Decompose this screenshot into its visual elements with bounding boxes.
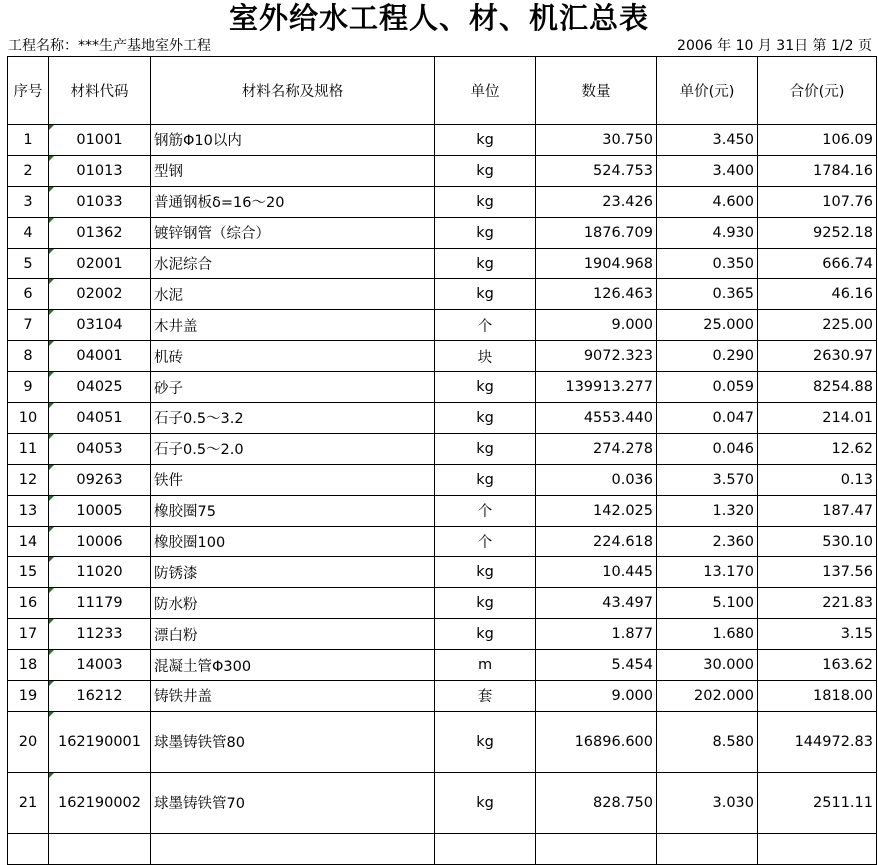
cell-seq: 19	[8, 681, 49, 712]
cell-name: 石子0.5～2.0	[151, 433, 435, 464]
cell-qty: 274.278	[536, 433, 657, 464]
cell-price: 0.350	[657, 248, 758, 279]
cell-code: 14003	[49, 650, 151, 681]
table-row	[8, 341, 877, 372]
table-row	[8, 619, 877, 650]
cell-name: 防锈漆	[151, 557, 435, 588]
cell-code: 04025	[49, 372, 151, 403]
cell-name: 镀锌钢管（综合）	[151, 217, 435, 248]
cell-name: 铁件	[151, 464, 435, 495]
cell-seq: 3	[8, 186, 49, 217]
cell-unit: kg	[435, 155, 536, 186]
cell-code: 11233	[49, 619, 151, 650]
materials-table	[7, 56, 877, 865]
cell-price: 1.320	[657, 495, 758, 526]
cell-seq: 10	[8, 403, 49, 434]
table-row	[8, 186, 877, 217]
cell-seq: 15	[8, 557, 49, 588]
cell-seq: 13	[8, 495, 49, 526]
cell-price: 2.360	[657, 526, 758, 557]
cell-code: 01013	[49, 155, 151, 186]
cell-name: 水泥	[151, 279, 435, 310]
cell-total: 0.13	[758, 464, 877, 495]
cell-total: 225.00	[758, 310, 877, 341]
cell-total: 107.76	[758, 186, 877, 217]
cell-total: 163.62	[758, 650, 877, 681]
table-row	[8, 526, 877, 557]
cell-price: 4.930	[657, 217, 758, 248]
cell-price: 0.365	[657, 279, 758, 310]
header-row	[8, 57, 877, 125]
header-seq: 序号	[8, 57, 49, 125]
cell-price: 3.030	[657, 772, 758, 833]
cell-price: 4.600	[657, 186, 758, 217]
table-row	[8, 557, 877, 588]
header-unit: 单位	[435, 57, 536, 125]
cell-qty: 9.000	[536, 681, 657, 712]
date-page: 2006 年 10 月 31日 第 1/2 页	[677, 38, 872, 54]
cell-qty: 126.463	[536, 279, 657, 310]
cell-name: 石子0.5～3.2	[151, 403, 435, 434]
cell-unit: 块	[435, 341, 536, 372]
cell-qty: 10.445	[536, 557, 657, 588]
cell-unit: kg	[435, 557, 536, 588]
cell-name: 球墨铸铁管70	[151, 772, 435, 833]
cell-empty	[657, 833, 758, 864]
cell-qty: 30.750	[536, 125, 657, 156]
cell-total: 3.15	[758, 619, 877, 650]
cell-name: 砂子	[151, 372, 435, 403]
cell-qty: 43.497	[536, 588, 657, 619]
header-total: 合价(元)	[758, 57, 877, 125]
cell-total: 2511.11	[758, 772, 877, 833]
cell-seq: 4	[8, 217, 49, 248]
cell-code: 01001	[49, 125, 151, 156]
cell-code: 03104	[49, 310, 151, 341]
cell-qty: 5.454	[536, 650, 657, 681]
cell-empty	[49, 833, 151, 864]
cell-unit: kg	[435, 279, 536, 310]
cell-unit: kg	[435, 125, 536, 156]
cell-price: 1.680	[657, 619, 758, 650]
cell-price: 8.580	[657, 711, 758, 772]
cell-qty: 142.025	[536, 495, 657, 526]
cell-unit: m	[435, 650, 536, 681]
cell-seq: 5	[8, 248, 49, 279]
cell-qty: 1876.709	[536, 217, 657, 248]
table-row-partial	[8, 833, 877, 864]
cell-price: 5.100	[657, 588, 758, 619]
table-row	[8, 279, 877, 310]
table-row	[8, 217, 877, 248]
table-row	[8, 125, 877, 156]
table-row	[8, 588, 877, 619]
cell-name: 橡胶圈100	[151, 526, 435, 557]
sheet-meta	[0, 36, 878, 56]
cell-qty: 23.426	[536, 186, 657, 217]
cell-total: 144972.83	[758, 711, 877, 772]
cell-code: 02002	[49, 279, 151, 310]
cell-total: 8254.88	[758, 372, 877, 403]
table-row	[8, 772, 877, 833]
cell-total: 9252.18	[758, 217, 877, 248]
cell-code: 162190002	[49, 772, 151, 833]
cell-total: 1818.00	[758, 681, 877, 712]
cell-qty: 16896.600	[536, 711, 657, 772]
cell-total: 12.62	[758, 433, 877, 464]
cell-total: 106.09	[758, 125, 877, 156]
cell-price: 0.046	[657, 433, 758, 464]
cell-price: 0.047	[657, 403, 758, 434]
cell-seq: 8	[8, 341, 49, 372]
cell-unit: 个	[435, 310, 536, 341]
table-row	[8, 681, 877, 712]
cell-total: 214.01	[758, 403, 877, 434]
cell-name: 钢筋Φ10以内	[151, 125, 435, 156]
cell-unit: kg	[435, 464, 536, 495]
cell-price: 13.170	[657, 557, 758, 588]
cell-qty: 4553.440	[536, 403, 657, 434]
cell-total: 46.16	[758, 279, 877, 310]
cell-unit: kg	[435, 372, 536, 403]
cell-total: 1784.16	[758, 155, 877, 186]
cell-price: 3.400	[657, 155, 758, 186]
cell-unit: kg	[435, 248, 536, 279]
cell-seq: 9	[8, 372, 49, 403]
cell-seq: 11	[8, 433, 49, 464]
table-row	[8, 248, 877, 279]
cell-seq: 17	[8, 619, 49, 650]
cell-seq: 1	[8, 125, 49, 156]
header-price: 单价(元)	[657, 57, 758, 125]
cell-price: 0.059	[657, 372, 758, 403]
cell-qty: 524.753	[536, 155, 657, 186]
cell-total: 666.74	[758, 248, 877, 279]
cell-price: 3.570	[657, 464, 758, 495]
cell-name: 橡胶圈75	[151, 495, 435, 526]
cell-empty	[435, 833, 536, 864]
table-row	[8, 372, 877, 403]
cell-code: 09263	[49, 464, 151, 495]
cell-price: 202.000	[657, 681, 758, 712]
cell-seq: 20	[8, 711, 49, 772]
table-row	[8, 711, 877, 772]
cell-name: 水泥综合	[151, 248, 435, 279]
cell-name: 铸铁井盖	[151, 681, 435, 712]
cell-unit: 个	[435, 526, 536, 557]
project-name: 工程名称：***生产基地室外工程	[8, 38, 211, 54]
cell-total: 221.83	[758, 588, 877, 619]
cell-name: 球墨铸铁管80	[151, 711, 435, 772]
cell-code: 04053	[49, 433, 151, 464]
cell-qty: 0.036	[536, 464, 657, 495]
cell-code: 02001	[49, 248, 151, 279]
cell-name: 普通钢板δ=16～20	[151, 186, 435, 217]
cell-seq: 16	[8, 588, 49, 619]
cell-empty	[151, 833, 435, 864]
table-row	[8, 650, 877, 681]
cell-price: 30.000	[657, 650, 758, 681]
cell-qty: 828.750	[536, 772, 657, 833]
cell-seq: 14	[8, 526, 49, 557]
cell-total: 137.56	[758, 557, 877, 588]
header-name: 材料名称及规格	[151, 57, 435, 125]
header-code: 材料代码	[49, 57, 151, 125]
cell-unit: kg	[435, 711, 536, 772]
cell-name: 机砖	[151, 341, 435, 372]
cell-code: 04051	[49, 403, 151, 434]
cell-seq: 7	[8, 310, 49, 341]
cell-empty	[8, 833, 49, 864]
cell-unit: kg	[435, 588, 536, 619]
cell-qty: 139913.277	[536, 372, 657, 403]
cell-name: 防水粉	[151, 588, 435, 619]
table-row	[8, 403, 877, 434]
cell-empty	[758, 833, 877, 864]
cell-seq: 18	[8, 650, 49, 681]
cell-code: 11179	[49, 588, 151, 619]
cell-code: 10005	[49, 495, 151, 526]
cell-unit: 个	[435, 495, 536, 526]
cell-price: 25.000	[657, 310, 758, 341]
cell-unit: kg	[435, 186, 536, 217]
table-row	[8, 433, 877, 464]
cell-code: 10006	[49, 526, 151, 557]
cell-code: 04001	[49, 341, 151, 372]
cell-seq: 21	[8, 772, 49, 833]
cell-unit: kg	[435, 217, 536, 248]
cell-code: 01033	[49, 186, 151, 217]
cell-total: 187.47	[758, 495, 877, 526]
header-qty: 数量	[536, 57, 657, 125]
cell-qty: 1.877	[536, 619, 657, 650]
cell-unit: 套	[435, 681, 536, 712]
cell-name: 木井盖	[151, 310, 435, 341]
cell-unit: kg	[435, 403, 536, 434]
cell-empty	[536, 833, 657, 864]
cell-qty: 9072.323	[536, 341, 657, 372]
cell-seq: 2	[8, 155, 49, 186]
cell-total: 530.10	[758, 526, 877, 557]
cell-qty: 1904.968	[536, 248, 657, 279]
table-row	[8, 155, 877, 186]
cell-code: 11020	[49, 557, 151, 588]
cell-code: 162190001	[49, 711, 151, 772]
cell-qty: 224.618	[536, 526, 657, 557]
cell-seq: 6	[8, 279, 49, 310]
cell-seq: 12	[8, 464, 49, 495]
cell-name: 型钢	[151, 155, 435, 186]
cell-qty: 9.000	[536, 310, 657, 341]
sheet-title: 室外给水工程人、材、机汇总表	[228, 1, 649, 35]
cell-total: 2630.97	[758, 341, 877, 372]
cell-price: 0.290	[657, 341, 758, 372]
cell-name: 混凝土管Φ300	[151, 650, 435, 681]
cell-code: 16212	[49, 681, 151, 712]
cell-unit: kg	[435, 619, 536, 650]
cell-unit: kg	[435, 772, 536, 833]
table-row	[8, 310, 877, 341]
cell-name: 漂白粉	[151, 619, 435, 650]
table-row	[8, 464, 877, 495]
cell-price: 3.450	[657, 125, 758, 156]
table-row	[8, 495, 877, 526]
cell-unit: kg	[435, 433, 536, 464]
cell-code: 01362	[49, 217, 151, 248]
